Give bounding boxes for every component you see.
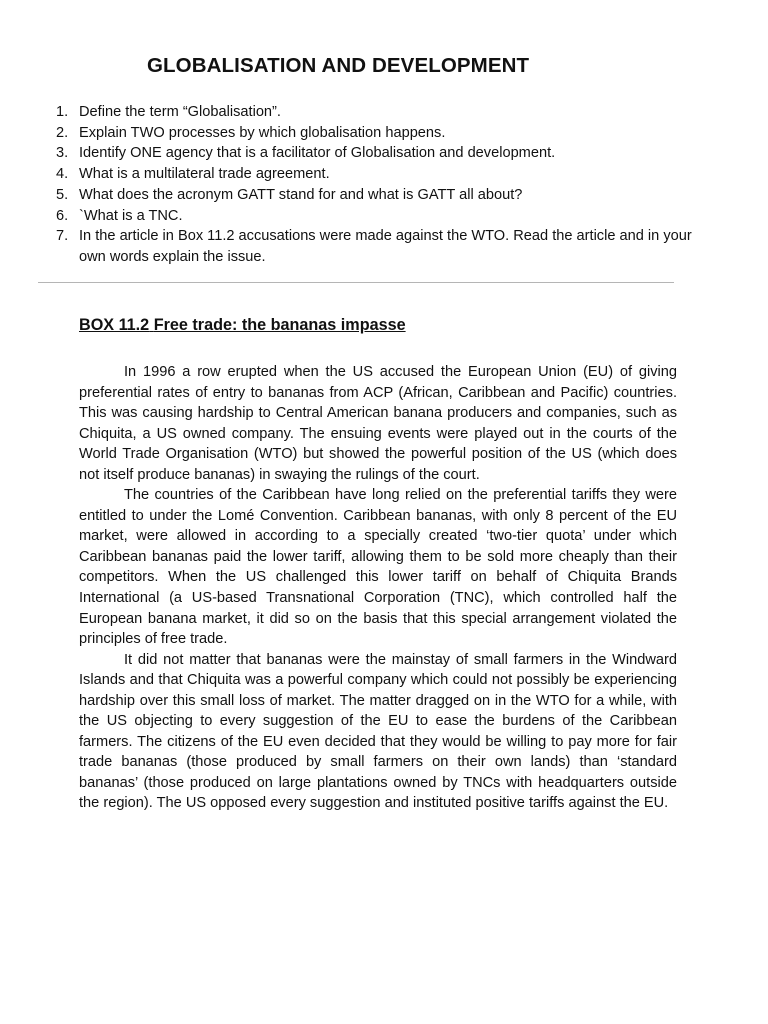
list-item	[56, 206, 696, 227]
box-heading	[79, 316, 406, 335]
list-item	[56, 123, 696, 144]
list-item	[56, 164, 696, 185]
question-text: Identify ONE agency that is a facilitator of Globalisation and development.	[79, 145, 556, 162]
article-paragraph: The countries of the Caribbean have long relied on the preferential tariffs they were entitled to under the Lomé Convention. Caribbean bananas, with only 8 percent of the EU market, were allowed in according to a specially created ‘two-tier quota’ under which Caribbean bananas paid the lower tariff, allowing them to be sold more cheaply than their competitors. When the US challenged this lower tariff on behalf of Chiquita Brands International (a US-based Transnational Corporation (TNC), which controlled half the European banana market, it did so on the basis that this special arrangement violated the principles of free trade.	[79, 487, 677, 648]
page-title: GLOBALISATION AND DEVELOPMENT	[147, 54, 530, 77]
horizontal-divider	[38, 282, 674, 283]
question-number: 3.	[56, 145, 69, 162]
article-paragraph: In 1996 a row erupted when the US accused the European Union (EU) of giving preferential rates of entry to bananas from ACP (African, Caribbean and Pacific) countries. This was causing hardship to Central American banana producers and companies, such as Chiquita, a US owned company. The ensuing events were played out in the courts of the World Trade Organisation (WTO) but showed the powerful position of the US (which does not itself produce bananas) in swaying the rulings of the court.	[79, 364, 677, 483]
question-text: In the article in Box 11.2 accusations were made against the WTO. Read the article and in your own words explain the issue.	[79, 228, 692, 265]
question-number: 4.	[56, 166, 69, 183]
article-paragraph: It did not matter that bananas were the mainstay of small farmers in the Windward Islands and that Chiquita was a powerful company which could not possibly be experiencing hardship over this small loss of market. The matter dragged on in the WTO for a while, with the US objecting to every suggestion of the EU to ease the burdens of the Caribbean farmers. The citizens of the EU even decided that they would be willing to pay more for fair trade bananas (those produced by small farmers on their own lands) than ‘standard bananas’ (those produced on large plantations owned by TNCs with headquarters outside the region). The US opposed every suggestion and instituted positive tariffs against the EU.	[79, 651, 677, 812]
question-number: 5.	[56, 186, 69, 203]
box-title: Free trade: the bananas impasse	[153, 316, 406, 334]
list-item	[56, 102, 696, 123]
list-item	[56, 143, 696, 164]
question-text: `What is a TNC.	[79, 207, 183, 224]
question-number: 6.	[56, 207, 69, 224]
question-text: What is a multilateral trade agreement.	[79, 166, 330, 183]
question-text: What does the acronym GATT stand for and what is GATT all about?	[79, 186, 523, 203]
box-label: BOX 11.2	[79, 316, 150, 334]
question-text: Explain TWO processes by which globalisation happens.	[79, 124, 446, 141]
list-item	[56, 185, 696, 206]
list-item	[56, 226, 696, 267]
article-body	[79, 362, 677, 814]
question-text: Define the term “Globalisation”.	[79, 104, 281, 120]
question-number: 2.	[56, 124, 69, 141]
question-list	[56, 102, 696, 268]
question-number: 7.	[56, 228, 69, 245]
question-number: 1.	[56, 104, 69, 120]
